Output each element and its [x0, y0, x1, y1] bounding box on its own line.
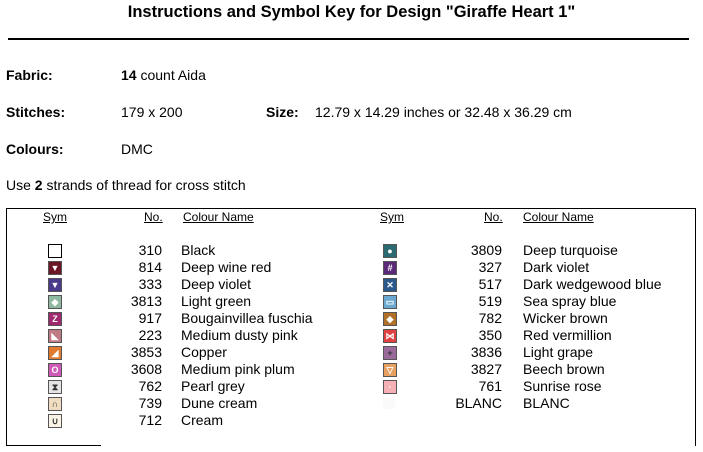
- colour-name: Dark violet: [523, 259, 590, 275]
- colour-number: 327: [478, 259, 502, 275]
- colour-name: Deep turquoise: [523, 242, 618, 258]
- list-item: [0, 378, 703, 395]
- list-item: [0, 412, 350, 429]
- colour-name: Bougainvillea fuschia: [181, 310, 313, 326]
- header-no-right: No.: [484, 210, 503, 224]
- circle-letter-icon: O: [48, 363, 62, 377]
- fabric-count: 14: [121, 67, 137, 83]
- colour-name: Light grape: [523, 344, 594, 360]
- colour-number: 3827: [470, 361, 502, 377]
- list-item: [0, 242, 703, 259]
- size-label: Size:: [266, 104, 299, 120]
- size-value: 12.79 x 14.29 inches or 32.48 x 36.29 cm: [315, 104, 572, 120]
- title-rule: [8, 38, 689, 40]
- colour-name: Medium pink plum: [181, 361, 295, 377]
- colour-name: Cream: [181, 412, 224, 428]
- colour-number: 762: [138, 378, 162, 394]
- list-item: [0, 259, 703, 276]
- down-triangle-icon: ▼: [48, 278, 62, 292]
- header-no-left: No.: [144, 210, 163, 224]
- colour-number: 519: [478, 293, 502, 309]
- fabric-suffix: count Aida: [136, 67, 206, 83]
- note-strands: 2: [34, 177, 43, 193]
- colour-name: Beech brown: [523, 361, 605, 377]
- colour-number: 712: [138, 412, 162, 428]
- corner-triangle-icon: ◣: [48, 329, 62, 343]
- colour-name: Black: [181, 242, 216, 258]
- colour-name: Dune cream: [181, 395, 258, 411]
- down-triangle-icon: ▼: [48, 261, 62, 275]
- colour-name: Deep violet: [181, 276, 252, 292]
- colour-name: Deep wine red: [181, 259, 272, 275]
- colour-number: 3853: [130, 344, 162, 360]
- stitches-label: Stitches:: [6, 104, 66, 120]
- colour-name: Wicker brown: [523, 310, 608, 326]
- colour-name: Red vermillion: [523, 327, 612, 343]
- fabric-value: [121, 67, 206, 83]
- list-item: [0, 395, 703, 412]
- colours-label: Colours:: [6, 141, 64, 157]
- dot-icon: ●: [383, 244, 397, 258]
- colour-number: 333: [138, 276, 162, 292]
- colour-number: 917: [138, 310, 162, 326]
- right-colour-list: [0, 242, 703, 412]
- plus-icon: +: [383, 346, 397, 360]
- stitches-value: 179 x 200: [121, 104, 183, 120]
- colour-number: 782: [478, 310, 502, 326]
- list-item: [0, 344, 703, 361]
- bowtie-icon: ⋈: [383, 329, 397, 343]
- colour-number: 814: [138, 259, 162, 275]
- cap-icon: ∩: [48, 397, 62, 411]
- diamond-icon: ◆: [383, 312, 397, 326]
- document-title: Instructions and Symbol Key for Design "Giraffe Heart 1": [127, 3, 576, 21]
- colour-name: Pearl grey: [181, 378, 245, 394]
- colour-number: 517: [478, 276, 502, 292]
- list-item: [0, 361, 703, 378]
- colour-number: 3836: [470, 344, 502, 360]
- list-item: [0, 310, 703, 327]
- fabric-label: Fabric:: [6, 67, 53, 83]
- colours-value: DMC: [121, 141, 153, 157]
- colour-number: 739: [138, 395, 162, 411]
- colour-number: 3809: [470, 242, 502, 258]
- diamond-icon: ◆: [48, 295, 62, 309]
- corner-triangle-icon: ◢: [48, 346, 62, 360]
- header-name-right: Colour Name: [523, 210, 594, 224]
- colour-name: BLANC: [523, 395, 570, 411]
- colour-number: 310: [138, 242, 162, 258]
- colour-number: 3608: [130, 361, 162, 377]
- z-letter-icon: Z: [48, 312, 62, 326]
- cup-icon: ∪: [48, 414, 62, 428]
- note-prefix: Use: [6, 177, 35, 193]
- header-sym-left: Sym: [43, 210, 67, 224]
- colour-name: Sunrise rose: [523, 378, 602, 394]
- list-item: [0, 327, 703, 344]
- cross-icon: ✕: [383, 278, 397, 292]
- hourglass-icon: ⧗: [48, 380, 62, 394]
- colour-name: Sea spray blue: [523, 293, 617, 309]
- colour-name: Medium dusty pink: [181, 327, 298, 343]
- note-suffix: strands of thread for cross stitch: [42, 177, 246, 193]
- colour-name: Copper: [181, 344, 227, 360]
- list-item: [0, 293, 703, 310]
- header-name-left: Colour Name: [183, 210, 254, 224]
- dot-icon: ·: [383, 380, 397, 394]
- colour-number: 223: [138, 327, 162, 343]
- rectangle-icon: ▭: [383, 295, 397, 309]
- list-item: [0, 276, 703, 293]
- hash-icon: #: [383, 261, 397, 275]
- colour-number: 3813: [130, 293, 162, 309]
- colour-number: BLANC: [455, 395, 502, 411]
- blank-icon: [383, 397, 395, 409]
- down-triangle-icon: ▽: [383, 363, 397, 377]
- colour-number: 761: [478, 378, 502, 394]
- colour-name: Dark wedgewood blue: [523, 276, 662, 292]
- colour-name: Light green: [181, 293, 252, 309]
- strands-note: [6, 177, 246, 193]
- colour-number: 350: [478, 327, 502, 343]
- header-sym-right: Sym: [380, 210, 404, 224]
